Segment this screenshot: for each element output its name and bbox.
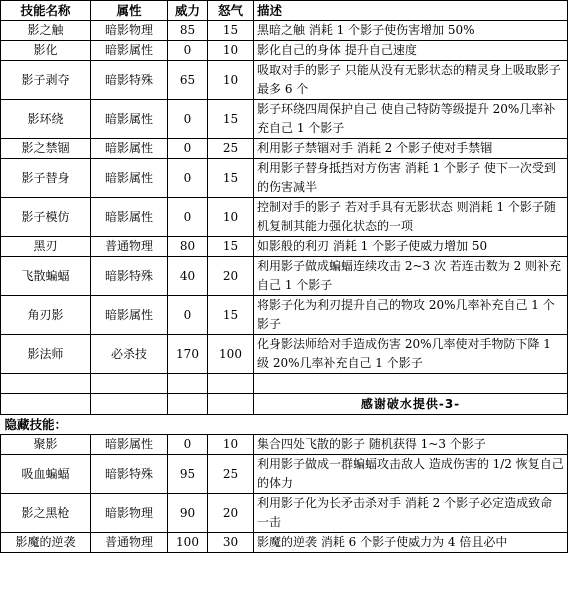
skill-rage: 25 [208, 139, 254, 159]
skill-type: 暗影属性 [91, 296, 168, 335]
hidden-section-row [1, 415, 568, 435]
credit-banner: 感谢破水提供-3- [254, 394, 568, 415]
skill-desc: 影魔的逆袭 消耗 6 个影子使威力为 4 倍且必中 [254, 533, 568, 553]
skill-row [1, 61, 568, 100]
skill-name: 影法师 [1, 335, 91, 374]
blank-cell [168, 374, 208, 394]
skill-power: 0 [168, 100, 208, 139]
blank-cell [1, 394, 91, 415]
skill-type: 暗影属性 [91, 41, 168, 61]
hidden_skill-row [1, 435, 568, 455]
skill-desc: 影子环绕四周保护自己 使自己特防等级提升 20%几率补充自己 1 个影子 [254, 100, 568, 139]
skill-type: 暗影物理 [91, 494, 168, 533]
skill-power: 0 [168, 159, 208, 198]
blank-cell [91, 374, 168, 394]
skill-type: 暗影属性 [91, 100, 168, 139]
skill-name: 黑刃 [1, 237, 91, 257]
skill-row [1, 41, 568, 61]
skill-row [1, 257, 568, 296]
skill-desc: 如影般的利刃 消耗 1 个影子使威力增加 50 [254, 237, 568, 257]
skill-rage: 30 [208, 533, 254, 553]
skill-rage: 10 [208, 61, 254, 100]
blank-cell [208, 394, 254, 415]
blank-row [1, 374, 568, 394]
hidden_skill-row [1, 494, 568, 533]
skill-type: 暗影属性 [91, 435, 168, 455]
skill-name: 影之禁锢 [1, 139, 91, 159]
skill-row [1, 100, 568, 139]
skill-power: 0 [168, 296, 208, 335]
skill-row [1, 296, 568, 335]
skill-name: 飞散蝙蝠 [1, 257, 91, 296]
skill-type: 普通物理 [91, 237, 168, 257]
blank-cell [1, 374, 91, 394]
banner-row [1, 394, 568, 415]
skill-rage: 10 [208, 41, 254, 61]
skill-rage: 15 [208, 296, 254, 335]
skill-power: 170 [168, 335, 208, 374]
skill-power: 100 [168, 533, 208, 553]
skill-desc: 集合四处飞散的影子 随机获得 1~3 个影子 [254, 435, 568, 455]
hidden-section-cell [1, 415, 568, 435]
skill-name: 影子替身 [1, 159, 91, 198]
header-name: 技能名称 [1, 1, 91, 21]
skill-type: 暗影特殊 [91, 61, 168, 100]
skill-row [1, 198, 568, 237]
skill-rage: 20 [208, 257, 254, 296]
skill-rage: 15 [208, 237, 254, 257]
blank-cell [254, 374, 568, 394]
skill-desc: 控制对手的影子 若对手具有无影状态 则消耗 1 个影子随机复制其能力强化状态的一项 [254, 198, 568, 237]
skill-power: 65 [168, 61, 208, 100]
skill-type: 暗影特殊 [91, 455, 168, 494]
skill-rage: 100 [208, 335, 254, 374]
skill-row [1, 21, 568, 41]
skill-rage: 10 [208, 198, 254, 237]
hidden_skill-row [1, 533, 568, 553]
skill-name: 影子剥夺 [1, 61, 91, 100]
header-desc: 描述 [254, 1, 568, 21]
skill-desc: 影化自己的身体 提升自己速度 [254, 41, 568, 61]
skill-row [1, 237, 568, 257]
skill-rage: 15 [208, 159, 254, 198]
skill-power: 80 [168, 237, 208, 257]
skill-type: 暗影属性 [91, 159, 168, 198]
skill-name: 影魔的逆袭 [1, 533, 91, 553]
skill-type: 暗影物理 [91, 21, 168, 41]
header-rage: 怒气 [208, 1, 254, 21]
skill-power: 0 [168, 41, 208, 61]
skill-rage: 15 [208, 21, 254, 41]
skill-desc: 将影子化为利刃提升自己的物攻 20%几率补充自己 1 个影子 [254, 296, 568, 335]
hidden-skills-title: 隐藏技能： [4, 417, 68, 432]
skill-type: 暗影属性 [91, 198, 168, 237]
skill-name: 角刃影 [1, 296, 91, 335]
header-power: 威力 [168, 1, 208, 21]
skill-rage: 20 [208, 494, 254, 533]
skill-desc: 利用影子做成蝙蝠连续攻击 2~3 次 若连击数为 2 则补充自己 1 个影子 [254, 257, 568, 296]
skill-rage: 15 [208, 100, 254, 139]
skill-type: 暗影属性 [91, 139, 168, 159]
skill-desc: 化身影法师给对手造成伤害 20%几率使对手物防下降 1 级 20%几率补充自己 1 个影子 [254, 335, 568, 374]
skill-name: 聚影 [1, 435, 91, 455]
skill-desc: 利用影子做成一群蝙蝠攻击敌人 造成伤害的 1/2 恢复自己的体力 [254, 455, 568, 494]
skill-type: 必杀技 [91, 335, 168, 374]
skill-rage: 25 [208, 455, 254, 494]
skill-name: 影之黑枪 [1, 494, 91, 533]
skill-power: 0 [168, 139, 208, 159]
skill-power: 0 [168, 198, 208, 237]
skill-name: 影环绕 [1, 100, 91, 139]
skill-row [1, 335, 568, 374]
blank-cell [208, 374, 254, 394]
table-header-row [1, 1, 568, 21]
skill-name: 影之触 [1, 21, 91, 41]
skill-desc: 黑暗之触 消耗 1 个影子使伤害增加 50% [254, 21, 568, 41]
blank-cell [168, 394, 208, 415]
skill-desc: 利用影子禁锢对手 消耗 2 个影子使对手禁锢 [254, 139, 568, 159]
skill-power: 90 [168, 494, 208, 533]
hidden_skill-row [1, 455, 568, 494]
skill-desc: 利用影子化为长矛击杀对手 消耗 2 个影子必定造成致命一击 [254, 494, 568, 533]
skill-name: 吸血蝙蝠 [1, 455, 91, 494]
skill-power: 95 [168, 455, 208, 494]
skill-name: 影子模仿 [1, 198, 91, 237]
skill-desc: 吸取对手的影子 只能从没有无影状态的精灵身上吸取影子 最多 6 个 [254, 61, 568, 100]
skill-power: 0 [168, 435, 208, 455]
skill-power: 85 [168, 21, 208, 41]
skill-type: 普通物理 [91, 533, 168, 553]
skill-row [1, 159, 568, 198]
blank-cell [91, 394, 168, 415]
skill-desc: 利用影子替身抵挡对方伤害 消耗 1 个影子 使下一次受到的伤害减半 [254, 159, 568, 198]
skill-name: 影化 [1, 41, 91, 61]
skill-power: 40 [168, 257, 208, 296]
header-type: 属性 [91, 1, 168, 21]
skill-type: 暗影特殊 [91, 257, 168, 296]
skill-row [1, 139, 568, 159]
skill-rage: 10 [208, 435, 254, 455]
